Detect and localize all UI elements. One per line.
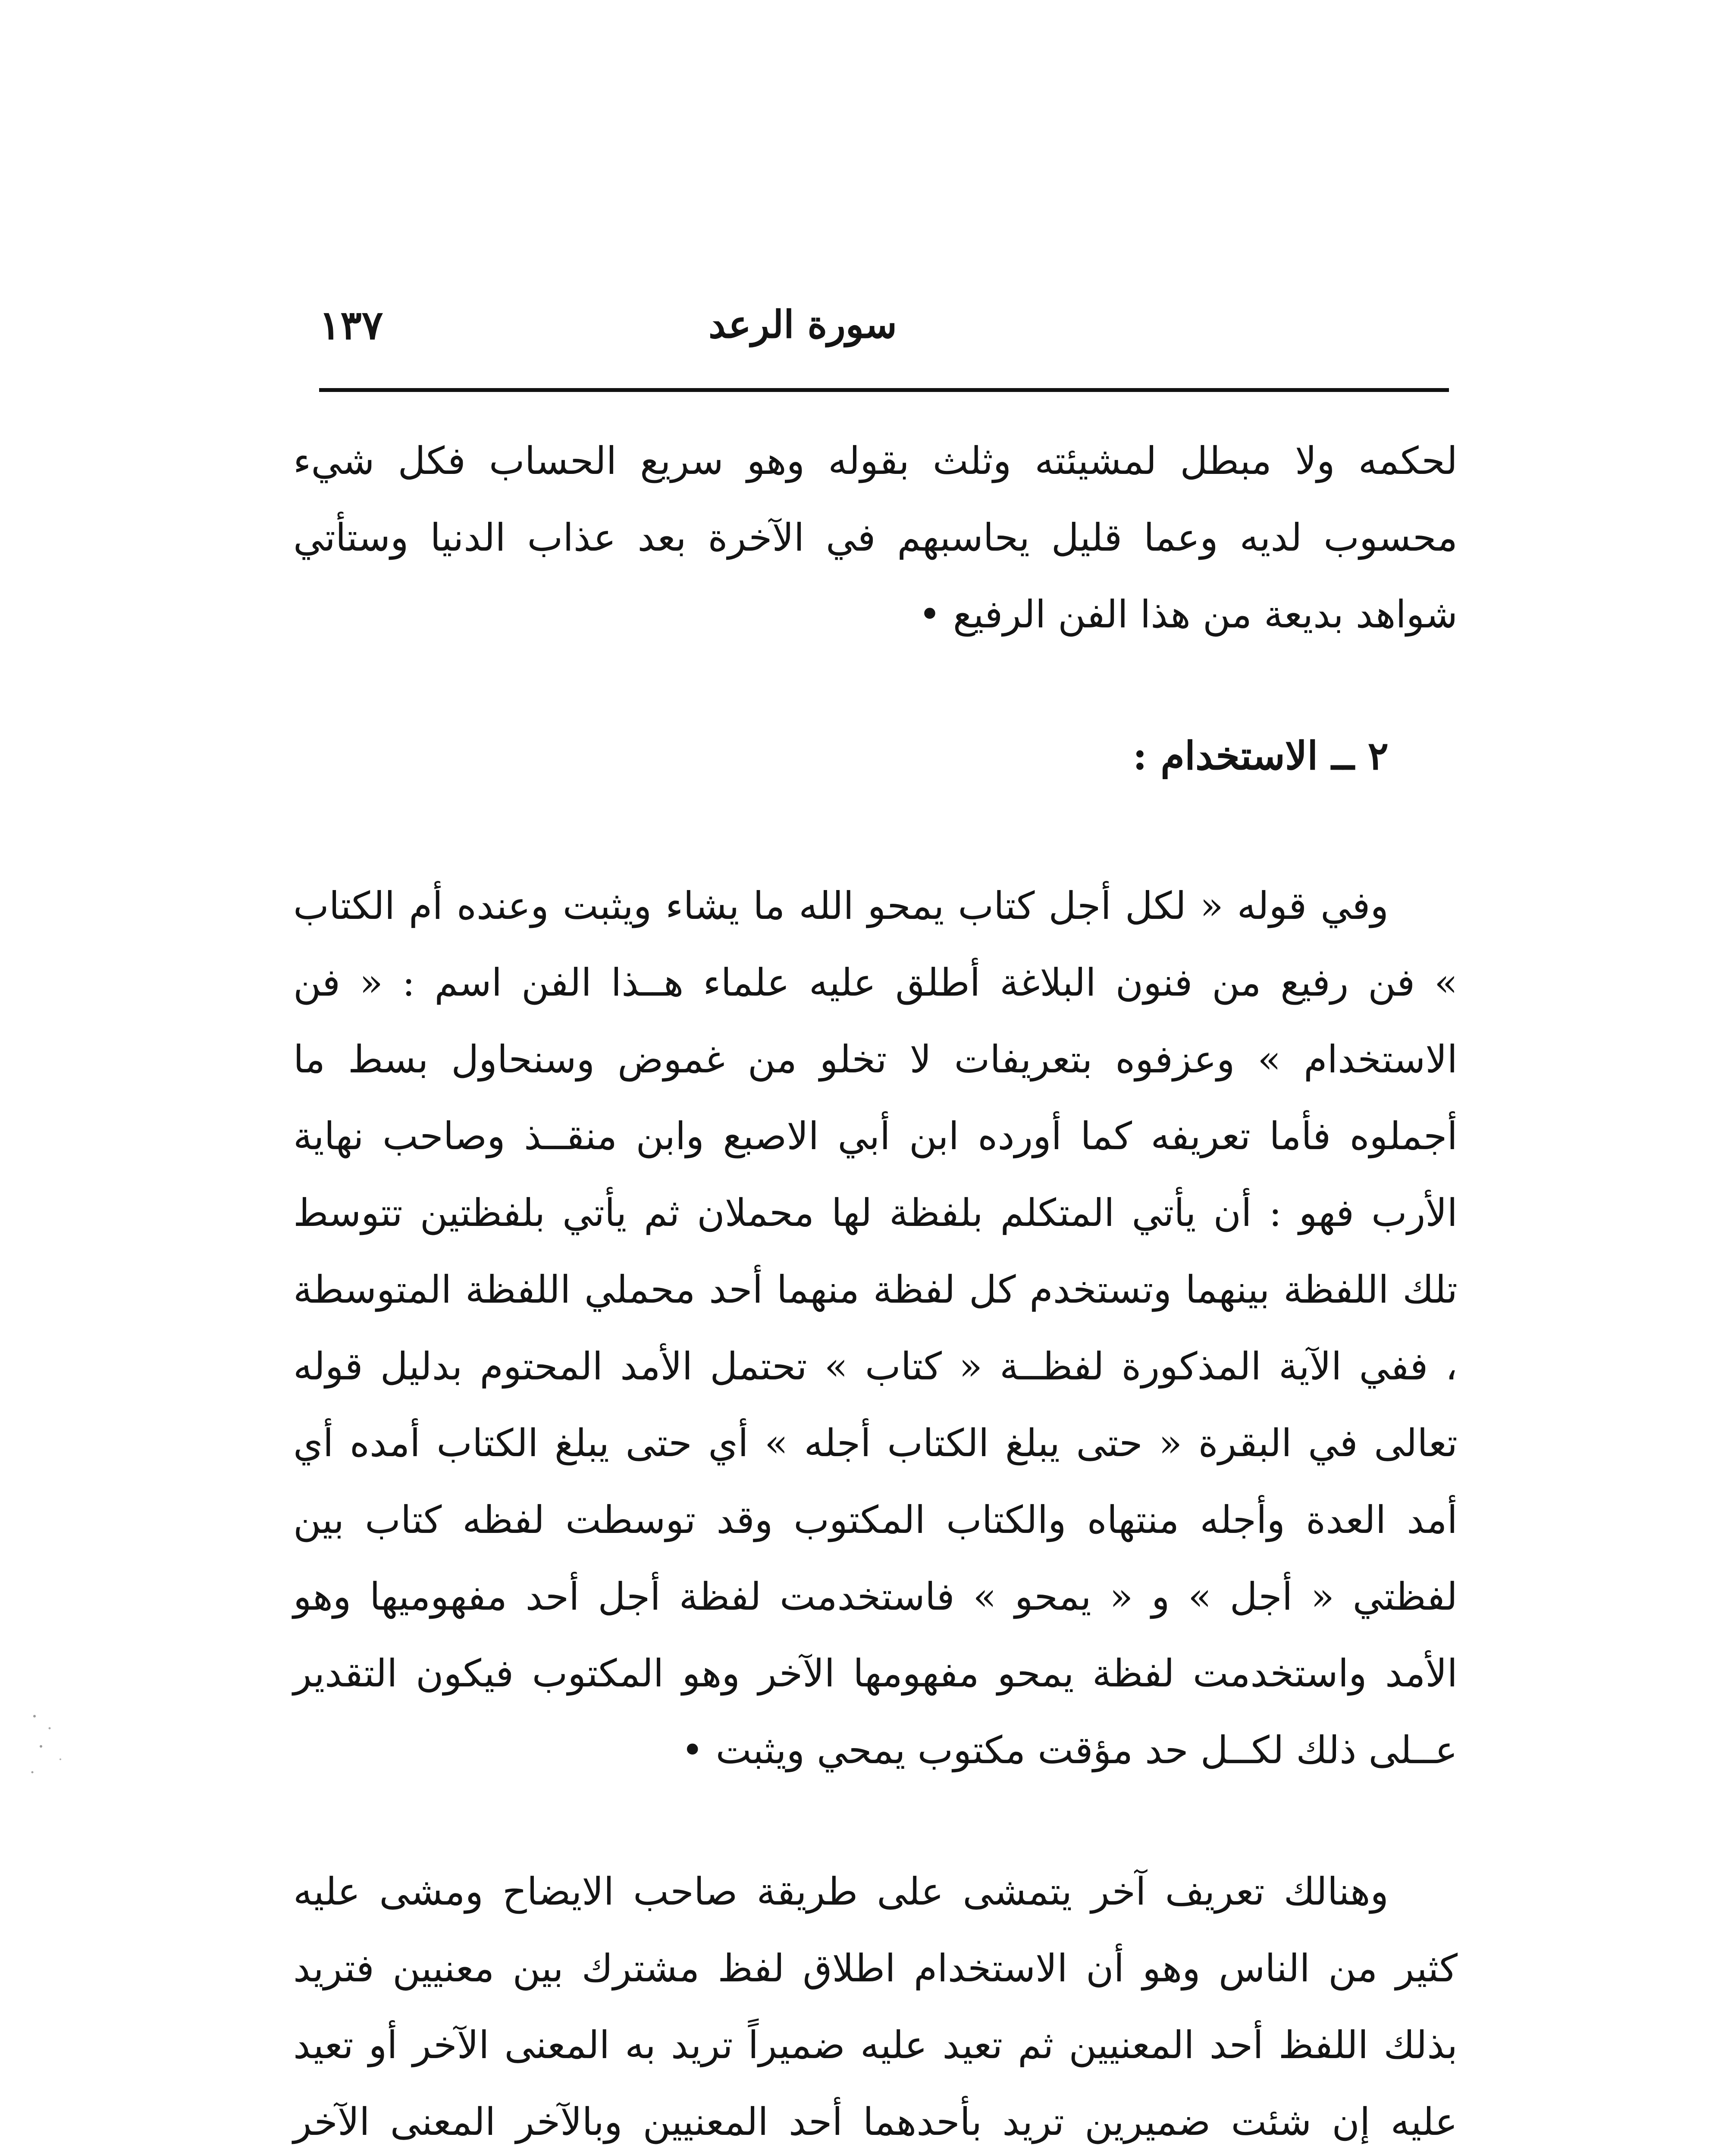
- paragraph-istikhdam-definition: وفي قوله « لكل أجل كتاب يمحو الله ما يشاء ويثبت وعنده أم الكتاب » فن رفيع من فنون البلاغة أطلق عليه علماء هــذا الفن اسم : « فن الاستخدام » وعزفوه بتعريفات لا تخلو من غموض وسنحاول بسط ما أجملوه فأما تعريفه كما أورده ابن أبي الاصبع وابن منقــذ وصاحب نهاية الأرب فهو : أن يأتي المتكلم بلفظة لها محملان ثم يأتي بلفظتين تتوسط تلك اللفظة بينهما وتستخدم كل لفظة منهما أحد محملي اللفظة المتوسطة ، ففي الآية المذكورة لفظــة « كتاب » تحتمل الأمد المحتوم بدليل قوله تعالى في البقرة « حتى يبلغ الكتاب أجله » أي حتى يبلغ الكتاب أمده أي أمد العدة وأجله منتهاه والكتاب المكتوب وقد توسطت لفظه كتاب بين لفظتي « أجل » و « يمحو » فاستخدمت لفظة أجل أحد مفهوميها وهو الأمد واستخدمت لفظة يمحو مفهومها الآخر وهو المكتوب فيكون التقدير عــلى ذلك لكــل حد مؤقت مكتوب يمحي ويثبت •: [293, 884, 1458, 1772]
- scan-noise-marks: [26, 1708, 73, 1781]
- header-divider: [319, 388, 1449, 392]
- section-heading: ٢ ــ الاستخدام :: [1132, 733, 1389, 779]
- paragraph-continuation: لحكمه ولا مبطل لمشيئته وثلث بقوله وهو سريع الحساب فكل شيء محسوب لديه وعما قليل يحاسبهم في الآخرة بعد عذاب الدنيا وستأتي شواهد بديعة من هذا الفن الرفيع •: [293, 439, 1458, 636]
- running-header: [319, 302, 1449, 371]
- paragraph-second-definition: وهنالك تعريف آخر يتمشى على طريقة صاحب الايضاح ومشى عليه كثير من الناس وهو أن الاستخدام اطلاق لفظ مشترك بين معنيين فتريد بذلك اللفظ أحد المعنيين ثم تعيد عليه ضميراً تريد به المعنى الآخر أو تعيد عليه إن شئت ضميرين تريد بأحدهما أحد المعنيين وبالآخر المعنى الآخر: [293, 1869, 1458, 2144]
- page-number: ١٣٧: [319, 302, 383, 348]
- body-text: [293, 423, 1458, 2156]
- surah-title: سورة الرعد: [709, 302, 897, 347]
